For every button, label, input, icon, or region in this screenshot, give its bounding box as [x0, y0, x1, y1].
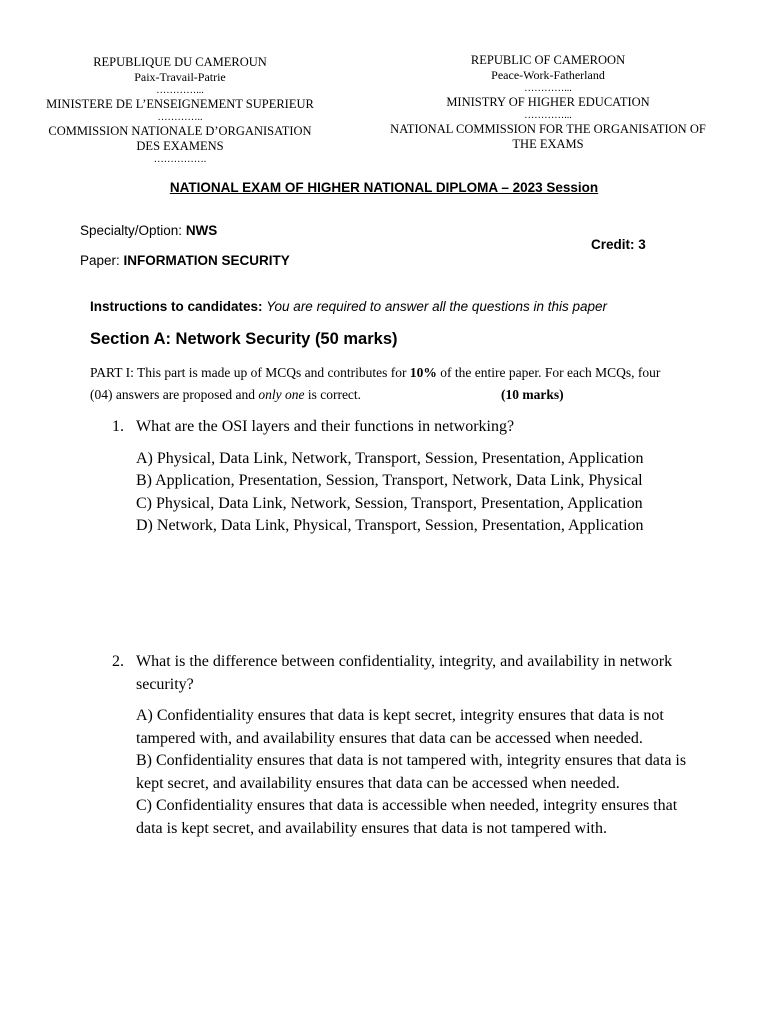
option-a: A) Confidentiality ensures that data is kept secret, integrity ensures that data is not tampered with, and availability ensures that data can be accessed when needed.: [136, 707, 664, 747]
paper-value: INFORMATION SECURITY: [123, 253, 290, 268]
part-text-1: PART I: This part is made up of MCQs and contributes for: [90, 365, 410, 380]
header-english: [380, 53, 716, 152]
separator-dots: …………...: [156, 85, 204, 96]
separator-dots: …………...: [524, 83, 572, 94]
separator-dots: …………...: [524, 110, 572, 121]
motto-fr: Paix-Travail-Patrie: [134, 70, 226, 84]
header-french: [40, 55, 320, 166]
motto-en: Peace-Work-Fatherland: [491, 68, 605, 82]
instructions: [90, 299, 607, 314]
exam-title: NATIONAL EXAM OF HIGHER NATIONAL DIPLOMA – 2023 Session: [169, 180, 599, 195]
option-a: A) Physical, Data Link, Network, Transport, Session, Presentation, Application: [136, 449, 644, 467]
part-intro: [90, 362, 680, 406]
option-c: C) Physical, Data Link, Network, Session, Transport, Presentation, Application: [136, 494, 643, 512]
instructions-text: You are required to answer all the questions in this paper: [266, 299, 607, 314]
paper-label: Paper:: [80, 253, 124, 268]
ministry-en: MINISTRY OF HIGHER EDUCATION: [446, 95, 650, 109]
country-en: REPUBLIC OF CAMEROON: [470, 53, 626, 67]
question-number: 1.: [112, 418, 124, 435]
commission-fr: COMMISSION NATIONALE D’ORGANISATION DES EXAMENS: [48, 124, 312, 153]
part-text-3: is correct.: [304, 387, 362, 402]
ministry-fr: MINISTERE DE L’ENSEIGNEMENT SUPERIEUR: [46, 97, 314, 111]
option-c: C) Confidentiality ensures that data is accessible when needed, integrity ensures that data is kept secret, and availability ensures that data is not tampered with.: [136, 797, 678, 837]
specialty-value: NWS: [185, 223, 218, 238]
question-number: 2.: [112, 653, 124, 670]
question-options: [136, 448, 692, 538]
instructions-label: Instructions to candidates:: [90, 299, 267, 314]
part-only-one: only one: [258, 387, 305, 402]
paper-line: [80, 253, 290, 268]
specialty-line: [80, 223, 217, 238]
question-options: [136, 705, 692, 840]
specialty-label: Specialty/Option:: [80, 223, 186, 238]
option-b: B) Application, Presentation, Session, Transport, Network, Data Link, Physical: [136, 472, 643, 489]
country-fr: REPUBLIQUE DU CAMEROUN: [93, 55, 267, 69]
part-text-2: of the entire paper. For each MCQs, four (04) answers are proposed and: [90, 365, 661, 402]
separator-dots: …………….: [153, 154, 207, 165]
part-percent: 10%: [409, 365, 437, 380]
section-title: Section A: Network Security (50 marks): [90, 330, 398, 348]
credit-value: Credit: 3: [591, 237, 646, 252]
question-1: [112, 416, 692, 538]
question-2: [112, 651, 692, 840]
part-marks: (10 marks): [501, 387, 564, 402]
commission-en: NATIONAL COMMISSION FOR THE ORGANISATION OF THE EXAMS: [390, 122, 706, 151]
separator-dots: …………..: [157, 112, 203, 123]
option-b: B) Confidentiality ensures that data is not tampered with, integrity ensures that data is kept secret, and availability ensures that data can be accessed when needed.: [136, 752, 687, 792]
question-text: What is the difference between confidentiality, integrity, and availability in network security?: [136, 653, 673, 693]
option-d: D) Network, Data Link, Physical, Transport, Session, Presentation, Application: [136, 517, 644, 534]
question-text: What are the OSI layers and their functions in networking?: [136, 418, 515, 435]
